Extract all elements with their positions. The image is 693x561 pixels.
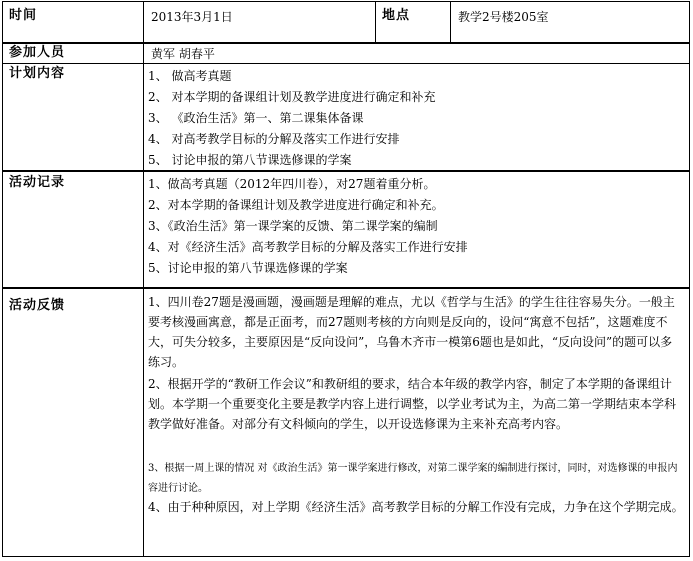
column-divider-place [450,1,451,43]
feedback-item: 4、由于种种原因，对上学期《经济生活》高考教学目标的分解工作没有完成，力争在这个学期完成。 [148,500,684,514]
plan-item: 2、 对本学期的备课组计划及教学进度进行确定和补充 [148,90,436,104]
table-border-right [689,1,690,557]
table-border-top [2,1,690,2]
row-divider-plan [2,170,690,172]
feedback-item: 3、根据一周上课的情况 对《政治生活》第一课学案进行修改，对第二课学案的编制进行探讨，同时，对选修课的申报内容进行讨论。 [148,463,678,494]
table-border-left [2,1,3,557]
record-item: 4、对《经济生活》高考教学目标的分解及落实工作进行安排 [148,240,468,254]
place-label: 地点 [382,8,411,23]
plan-item: 4、 对高考教学目标的分解及落实工作进行安排 [148,132,400,146]
row-divider-record [2,287,690,289]
record-item: 1、做高考真题（2012年四川卷），对27题着重分析。 [148,177,436,191]
time-label: 时间 [9,8,38,23]
feedback-item: 1、四川卷27题是漫画题，漫画题是理解的难点，尤以《哲学与生活》的学生往往容易失分。一般主要考核漫画寓意，都是正面考，而27题则考核的方向则是反向的，设问“寓意不包括”，这题难度不大，可失分较多，主要原因是“反向设问”，乌鲁木齐市一模第6题也是如此，“反向设问”的题可以多练习。 [148,295,675,369]
record-item: 2、对本学期的备课组计划及教学进度进行确定和补充。 [148,198,444,212]
feedback-item: 2、根据开学的“教研工作会议”和教研组的要求，结合本年级的教学内容，制定了本学期的备课组计划。本学期一个重要变化主要是教学内容上进行调整，以学业考试为主，为高二第一学期结束本学科教学做好准备。对部分有文科倾向的学生，以开设选修课为主来补充高考内容。 [148,377,677,431]
plan-item: 5、 讨论申报的第八节课选修课的学案 [148,153,352,167]
feedback-label: 活动反馈 [9,298,66,313]
column-divider-label [143,1,144,557]
table-border-bottom [2,556,690,557]
participants-value: 黄军 胡春平 [151,47,215,61]
record-label: 活动记录 [9,175,66,190]
record-item: 3、《政治生活》第一课学案的反馈、第二课学案的编制 [148,219,438,233]
row-divider-header [2,42,690,44]
plan-label: 计划内容 [9,66,66,81]
row-divider-participants [2,63,690,64]
column-divider-time [375,1,376,43]
plan-item: 1、 做高考真题 [148,69,232,83]
record-item: 5、讨论申报的第八节课选修课的学案 [148,261,348,275]
place-value: 教学2号楼205室 [458,10,549,24]
participants-label: 参加人员 [9,45,66,60]
plan-item: 3、 《政治生活》第一、第二课集体备课 [148,111,364,125]
time-value: 2013年3月1日 [151,10,233,24]
